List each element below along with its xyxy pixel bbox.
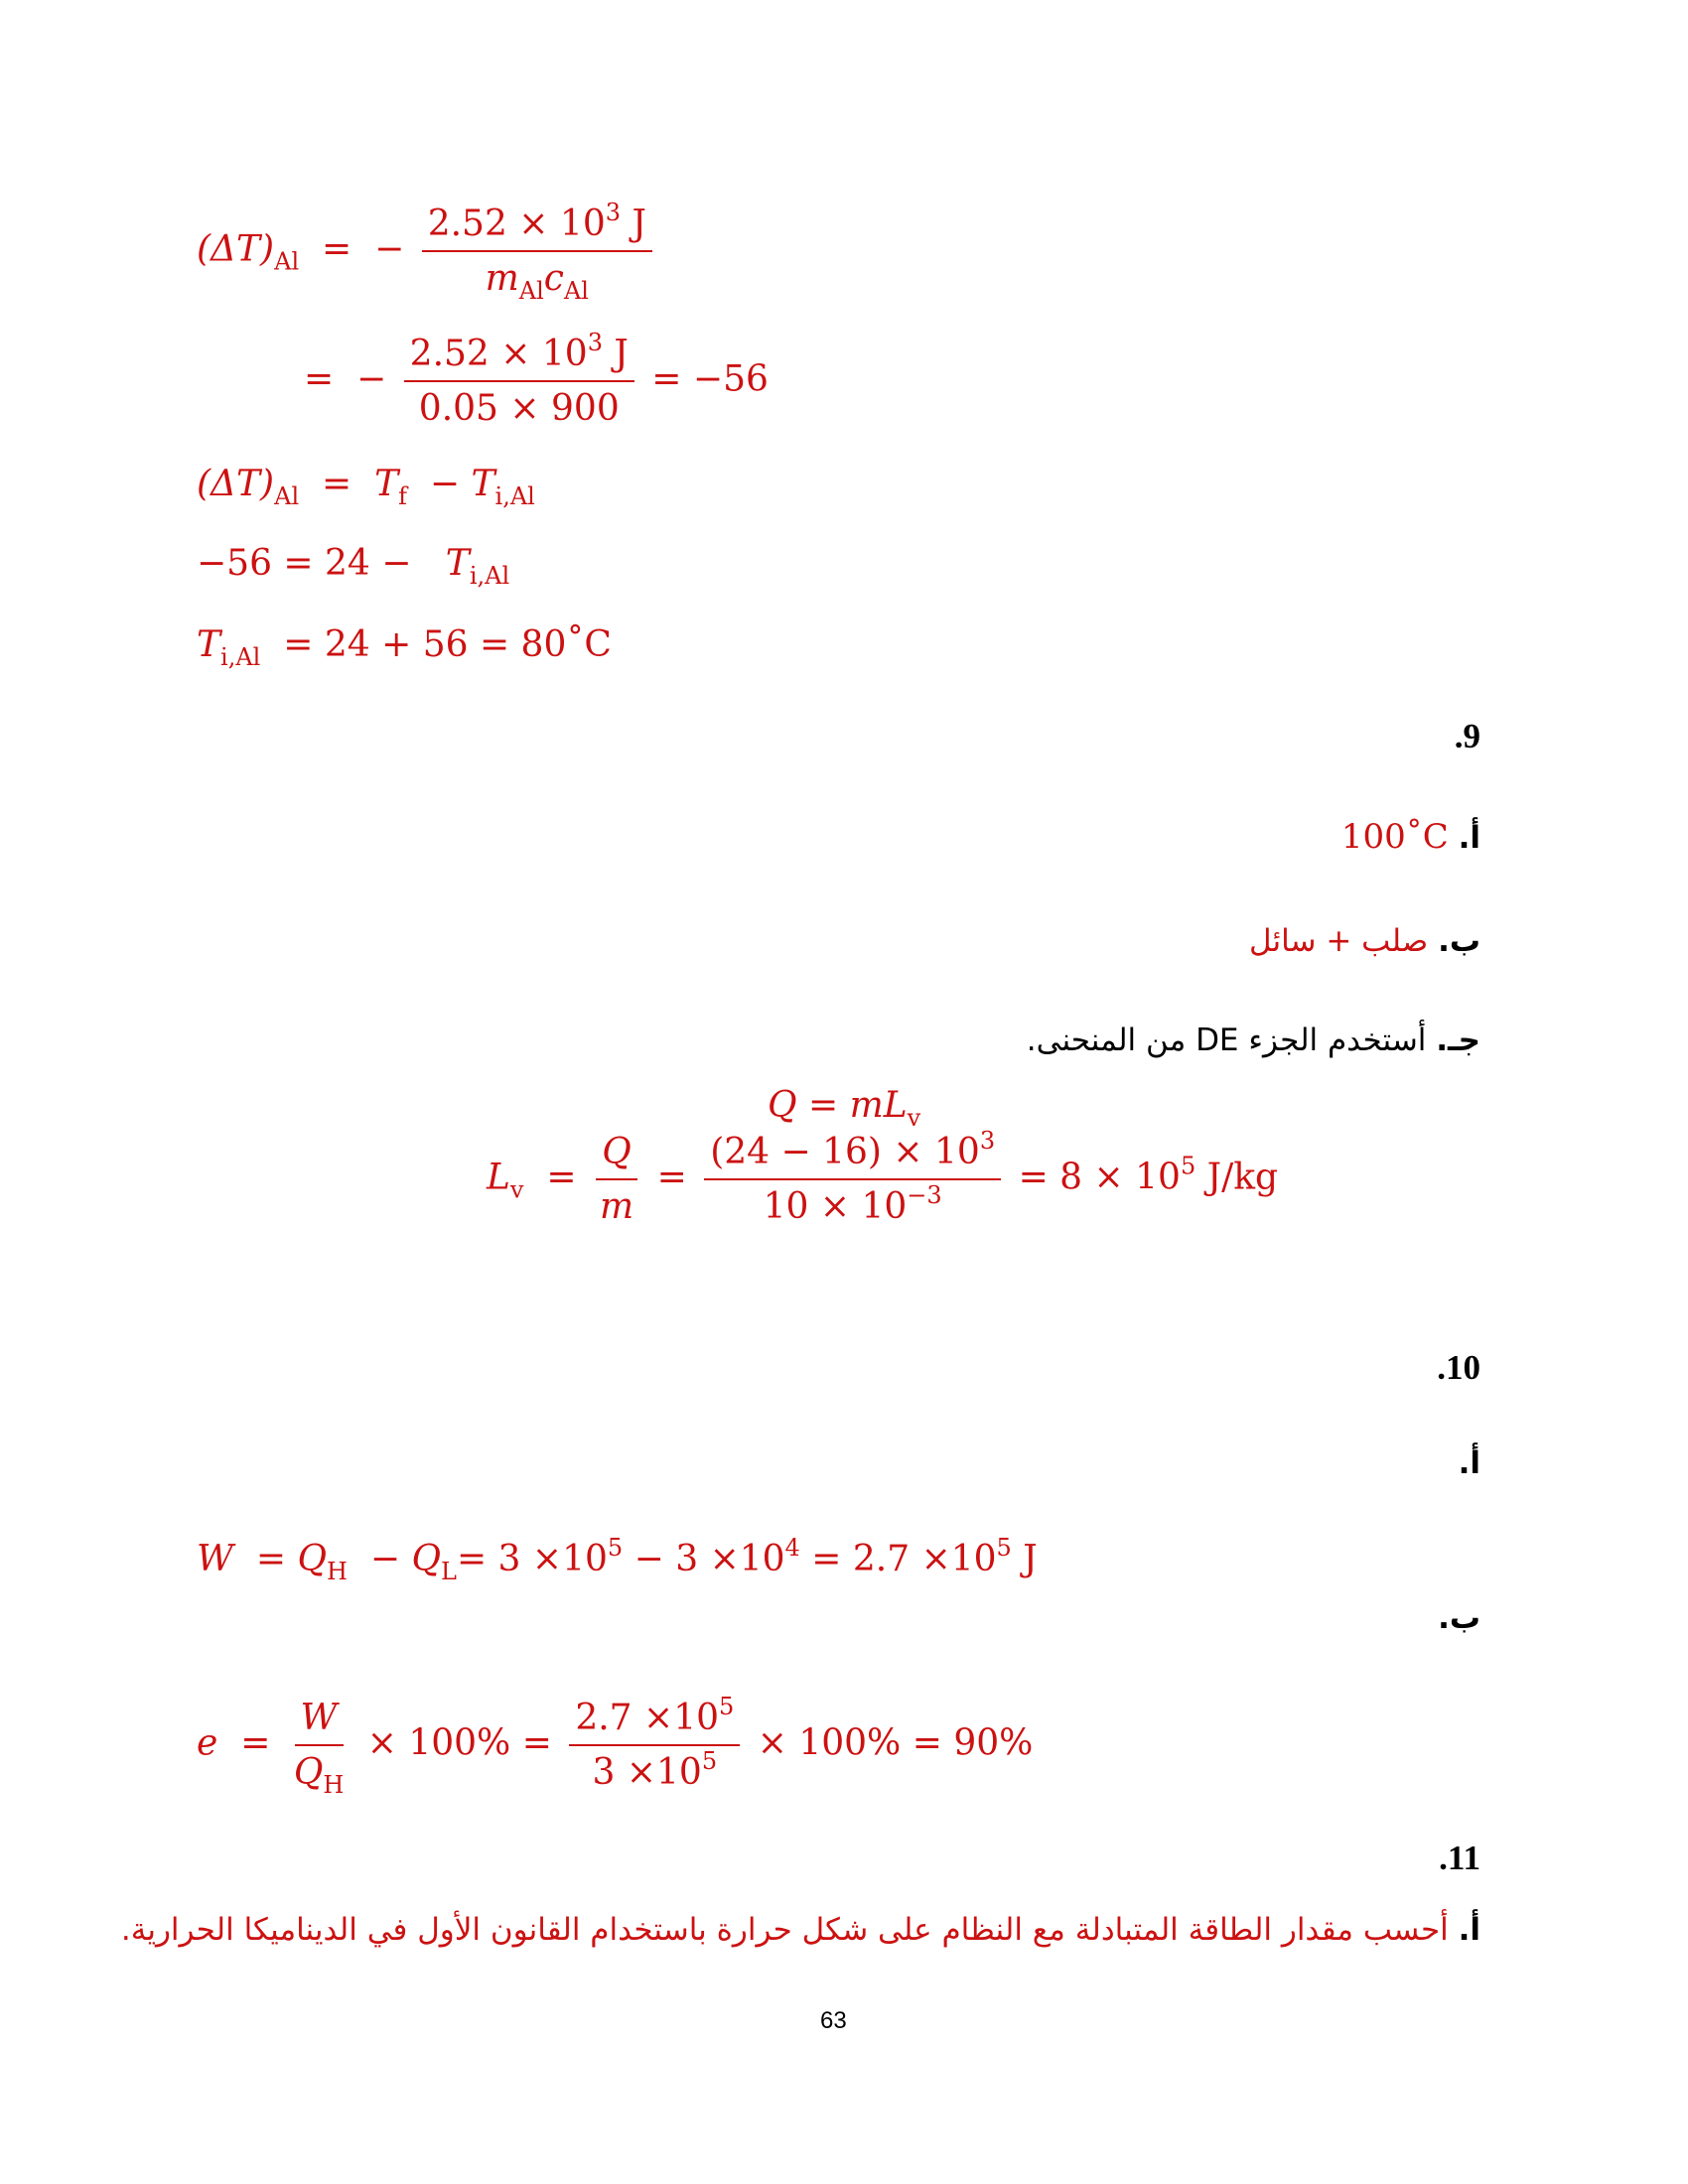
equation-Q-mLv: $Q = mL_v$ [768,1085,921,1132]
q10-part-b-label: ب. [1438,1600,1480,1636]
equation-substitute: −56 = 24 − $T_{i,Al}$ [197,543,510,590]
page-number: 63 [820,2007,847,2034]
q9-part-a: أ. 100˚C [1340,817,1480,857]
question-11-number: .11 [1439,1839,1480,1877]
Q-over-m-fraction: $\frac{Q}{m}$ [594,1132,639,1228]
equation-dT-al-value: = − $\frac{2.52 \times 10^3 J}{0.05 \times 900}$ = −56 [304,329,769,430]
W-over-QH-fraction: $\frac{W}{Q_H}$ [293,1698,345,1800]
equation-initial-temp: $T_{i,Al} = 24 + 56$ = 80˚C [197,624,612,671]
equation-work: $W = Q_H - Q_L= 3 \times 10^5 - 3 \times 10^4 = 2.7 \times 10^5$ J [197,1534,1038,1585]
question-9-number: .9 [1454,717,1480,755]
equation-Lv: $L_v$ = $\frac{Q}{m}$ = $\frac{(24 - 16) \times 10^3}{10 \times 10^{-3}}$ = $8 \times 10^5$ J/kg [487,1127,1279,1228]
equation-dT-temperatures: $(\Delta T)_{Al} = T_f - T_{i,Al}$ [197,464,535,510]
q9-part-c: جـ. أستخدم الجزء DE من المنحنى. [1026,1023,1480,1058]
eq1-fraction: $\frac{2.52 \times 10^3 J}{m_{Al}c_{Al}}$ [422,204,652,300]
efficiency-values-fraction: $\frac{2.7 \times 10^5}{3 \times 10^5}$ [569,1698,740,1794]
equation-dT-al-def: $(\Delta T)_{Al}$ = − $\frac{2.52 \times 10^3 J}{m_{Al}c_{Al}}$ [197,204,658,300]
eq1-lhs: (ΔT) [197,228,275,270]
question-10-number: .10 [1437,1348,1480,1387]
q11-part-a: أ. أحسب مقدار الطاقة المتبادلة مع النظام على شكل حرارة باستخدام القانون الأول في الديناميكا الحرارية. [120,1912,1480,1948]
eq2-fraction: $\frac{2.52 \times 10^3 J}{0.05 \times 900}$ [404,334,634,430]
equation-efficiency: e = $\frac{W}{Q_H}$ × 100% = $\frac{2.7 \times 10^5}{3 \times 10^5}$ × 100% = 90% [197,1693,1034,1800]
q9-part-b: ب. صلب + سائل [1248,923,1480,959]
q10-part-a-label: أ. [1458,1445,1480,1481]
latent-heat-fraction: $\frac{(24 - 16) \times 10^3}{10 \times 10^{-3}}$ [704,1132,1001,1228]
